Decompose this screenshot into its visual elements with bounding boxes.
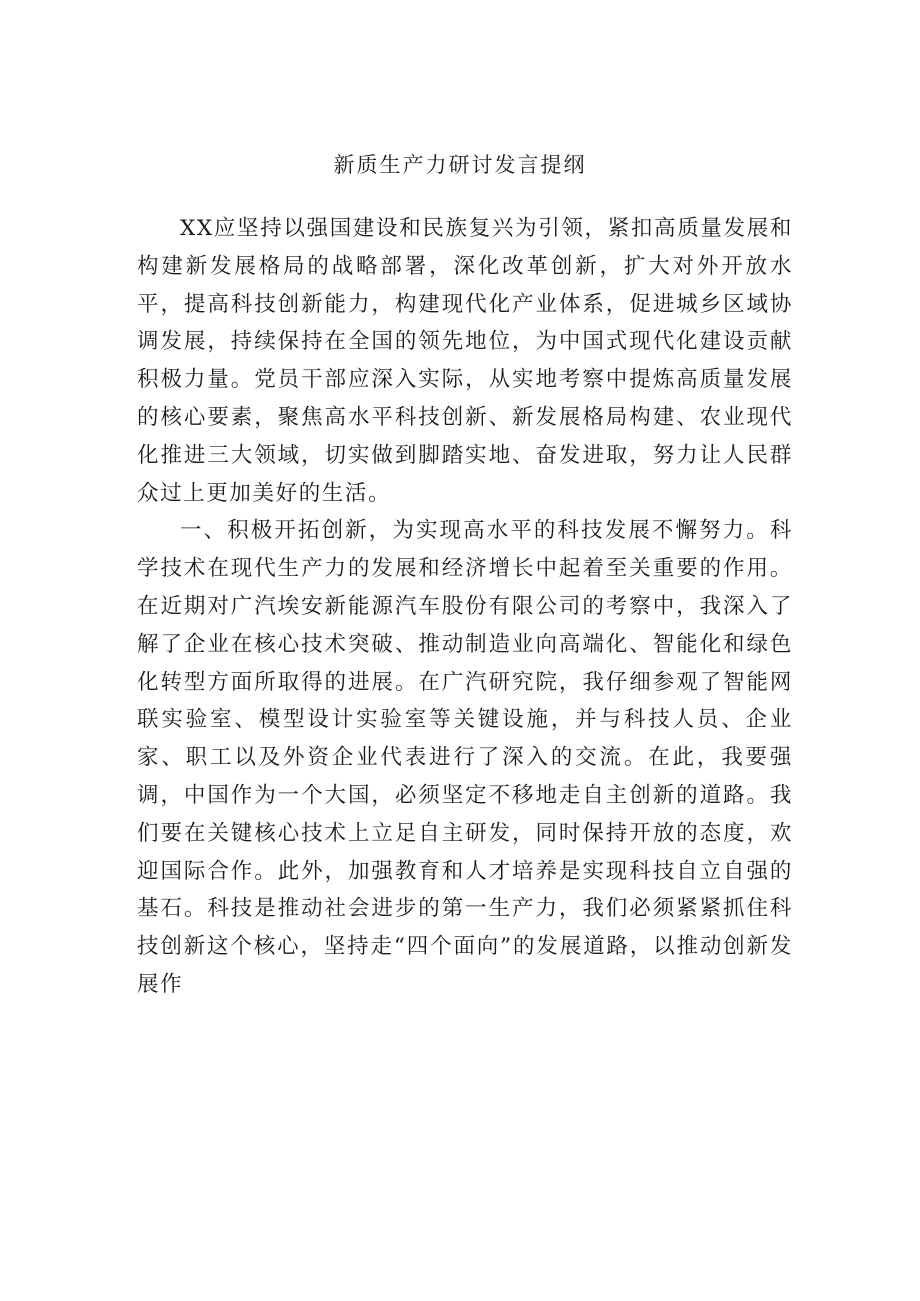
paragraph-section-one: 一、积极开拓创新，为实现高水平的科技发展不懈努力。科学技术在现代生产力的发展和经济增长中起着至关重要的作用。在近期对广汽埃安新能源汽车股份有限公司的考察中，我深入了解了企业在核心技术突破、推动制造业向高端化、智能化和绿色化转型方面所取得的进展。在广汽研究院，我仔细参观了智能网联实验室、模型设计实验室等关键设施，并与科技人员、企业家、职工以及外资企业代表进行了深入的交流。在此，我要强调，中国作为一个大国，必须坚定不移地走自主创新的道路。我们要在关键核心技术上立足自主研发，同时保持开放的态度，欢迎国际合作。此外，加强教育和人才培养是实现科技自立自强的基石。科技是推动社会进步的第一生产力，我们必须紧紧抓住科技创新这个核心，坚持走“四个面向”的发展道路，以推动创新发展作 <box>137 518 793 997</box>
document-body <box>137 210 793 1004</box>
document-title: 新质生产力研讨发言提纲 <box>333 153 587 177</box>
paragraph-intro: XX应坚持以强国建设和民族复兴为引领，紧扣高质量发展和构建新发展格局的战略部署，深化改革创新，扩大对外开放水平，提高科技创新能力，构建现代化产业体系，促进城乡区域协调发展，持续保持在全国的领先地位，为中国式现代化建设贡献积极力量。党员干部应深入实际，从实地考察中提炼高质量发展的核心要素，聚焦高水平科技创新、新发展格局构建、农业现代化推进三大领域，切实做到脚踏实地、奋发进取，努力让人民群众过上更加美好的生活。 <box>137 216 793 506</box>
